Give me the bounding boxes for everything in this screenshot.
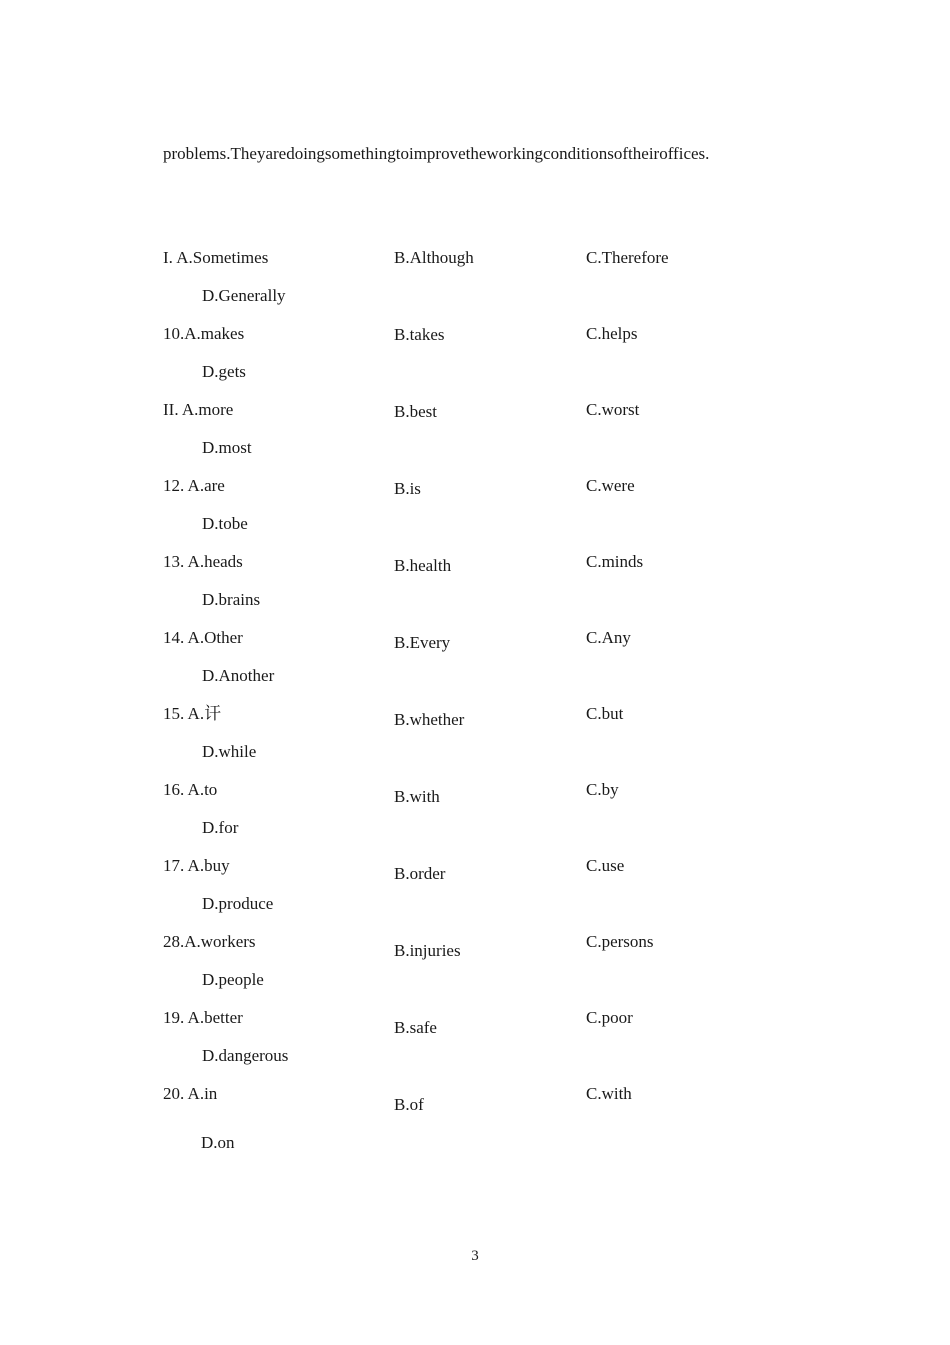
option-a: 13. A.heads xyxy=(163,552,243,571)
option-b: B.takes xyxy=(394,325,445,344)
option-b: B.injuries xyxy=(394,941,461,960)
option-b: B.is xyxy=(394,479,421,498)
option-a: 19. A.better xyxy=(163,1008,243,1027)
option-c: C.helps xyxy=(586,324,638,343)
question-row xyxy=(0,1084,950,1160)
option-b: B.order xyxy=(394,864,446,883)
option-c: C.Therefore xyxy=(586,248,669,267)
option-a: 15. A.讦 xyxy=(163,704,222,723)
option-b: B.with xyxy=(394,787,440,806)
option-b: B.best xyxy=(394,402,437,421)
option-d: D.Another xyxy=(202,666,275,685)
option-c: C.use xyxy=(586,856,625,875)
option-d: D.people xyxy=(202,970,264,989)
option-c: C.worst xyxy=(586,400,640,419)
option-a: 20. A.in xyxy=(163,1084,218,1103)
option-b: B.whether xyxy=(394,710,465,729)
option-a: 10.A.makes xyxy=(163,324,245,343)
option-a: I. A.Sometimes xyxy=(163,248,269,267)
option-a: 28.A.workers xyxy=(163,932,256,951)
option-d: D.brains xyxy=(202,590,261,609)
option-c: C.poor xyxy=(586,1008,633,1027)
option-d: D.tobe xyxy=(202,514,248,533)
option-d: D.Generally xyxy=(202,286,286,305)
question-row xyxy=(0,856,950,932)
option-b: B.of xyxy=(394,1095,424,1114)
option-d: D.produce xyxy=(202,894,274,913)
option-c: C.but xyxy=(586,704,624,723)
passage-last-line: problems.Theyaredoingsomethingtoimprovetheworkingconditionsoftheiroffices. xyxy=(163,144,710,163)
option-a: 12. A.are xyxy=(163,476,225,495)
option-c: C.persons xyxy=(586,932,654,951)
question-row xyxy=(0,780,950,856)
question-row xyxy=(0,704,950,780)
option-a: 14. A.Other xyxy=(163,628,243,647)
option-c: C.minds xyxy=(586,552,644,571)
option-d: D.while xyxy=(202,742,257,761)
option-c: C.with xyxy=(586,1084,632,1103)
option-c: C.Any xyxy=(586,628,631,647)
option-d: D.gets xyxy=(202,362,246,381)
question-row xyxy=(0,476,950,552)
option-c: C.by xyxy=(586,780,619,799)
option-b: B.Every xyxy=(394,633,451,652)
question-row xyxy=(0,1008,950,1084)
page-number: 3 xyxy=(471,1248,479,1264)
option-a: 17. A.buy xyxy=(163,856,230,875)
option-d: D.on xyxy=(201,1133,235,1152)
option-c: C.were xyxy=(586,476,635,495)
option-a: II. A.more xyxy=(163,400,234,419)
option-d: D.most xyxy=(202,438,252,457)
option-d: D.for xyxy=(202,818,239,837)
option-d: D.dangerous xyxy=(202,1046,289,1065)
question-row xyxy=(0,552,950,628)
question-row xyxy=(0,248,950,324)
option-b: B.Although xyxy=(394,248,474,267)
option-b: B.health xyxy=(394,556,452,575)
question-row xyxy=(0,324,950,400)
question-row xyxy=(0,400,950,476)
option-b: B.safe xyxy=(394,1018,437,1037)
question-row xyxy=(0,628,950,704)
question-row xyxy=(0,932,950,1008)
option-a: 16. A.to xyxy=(163,780,218,799)
